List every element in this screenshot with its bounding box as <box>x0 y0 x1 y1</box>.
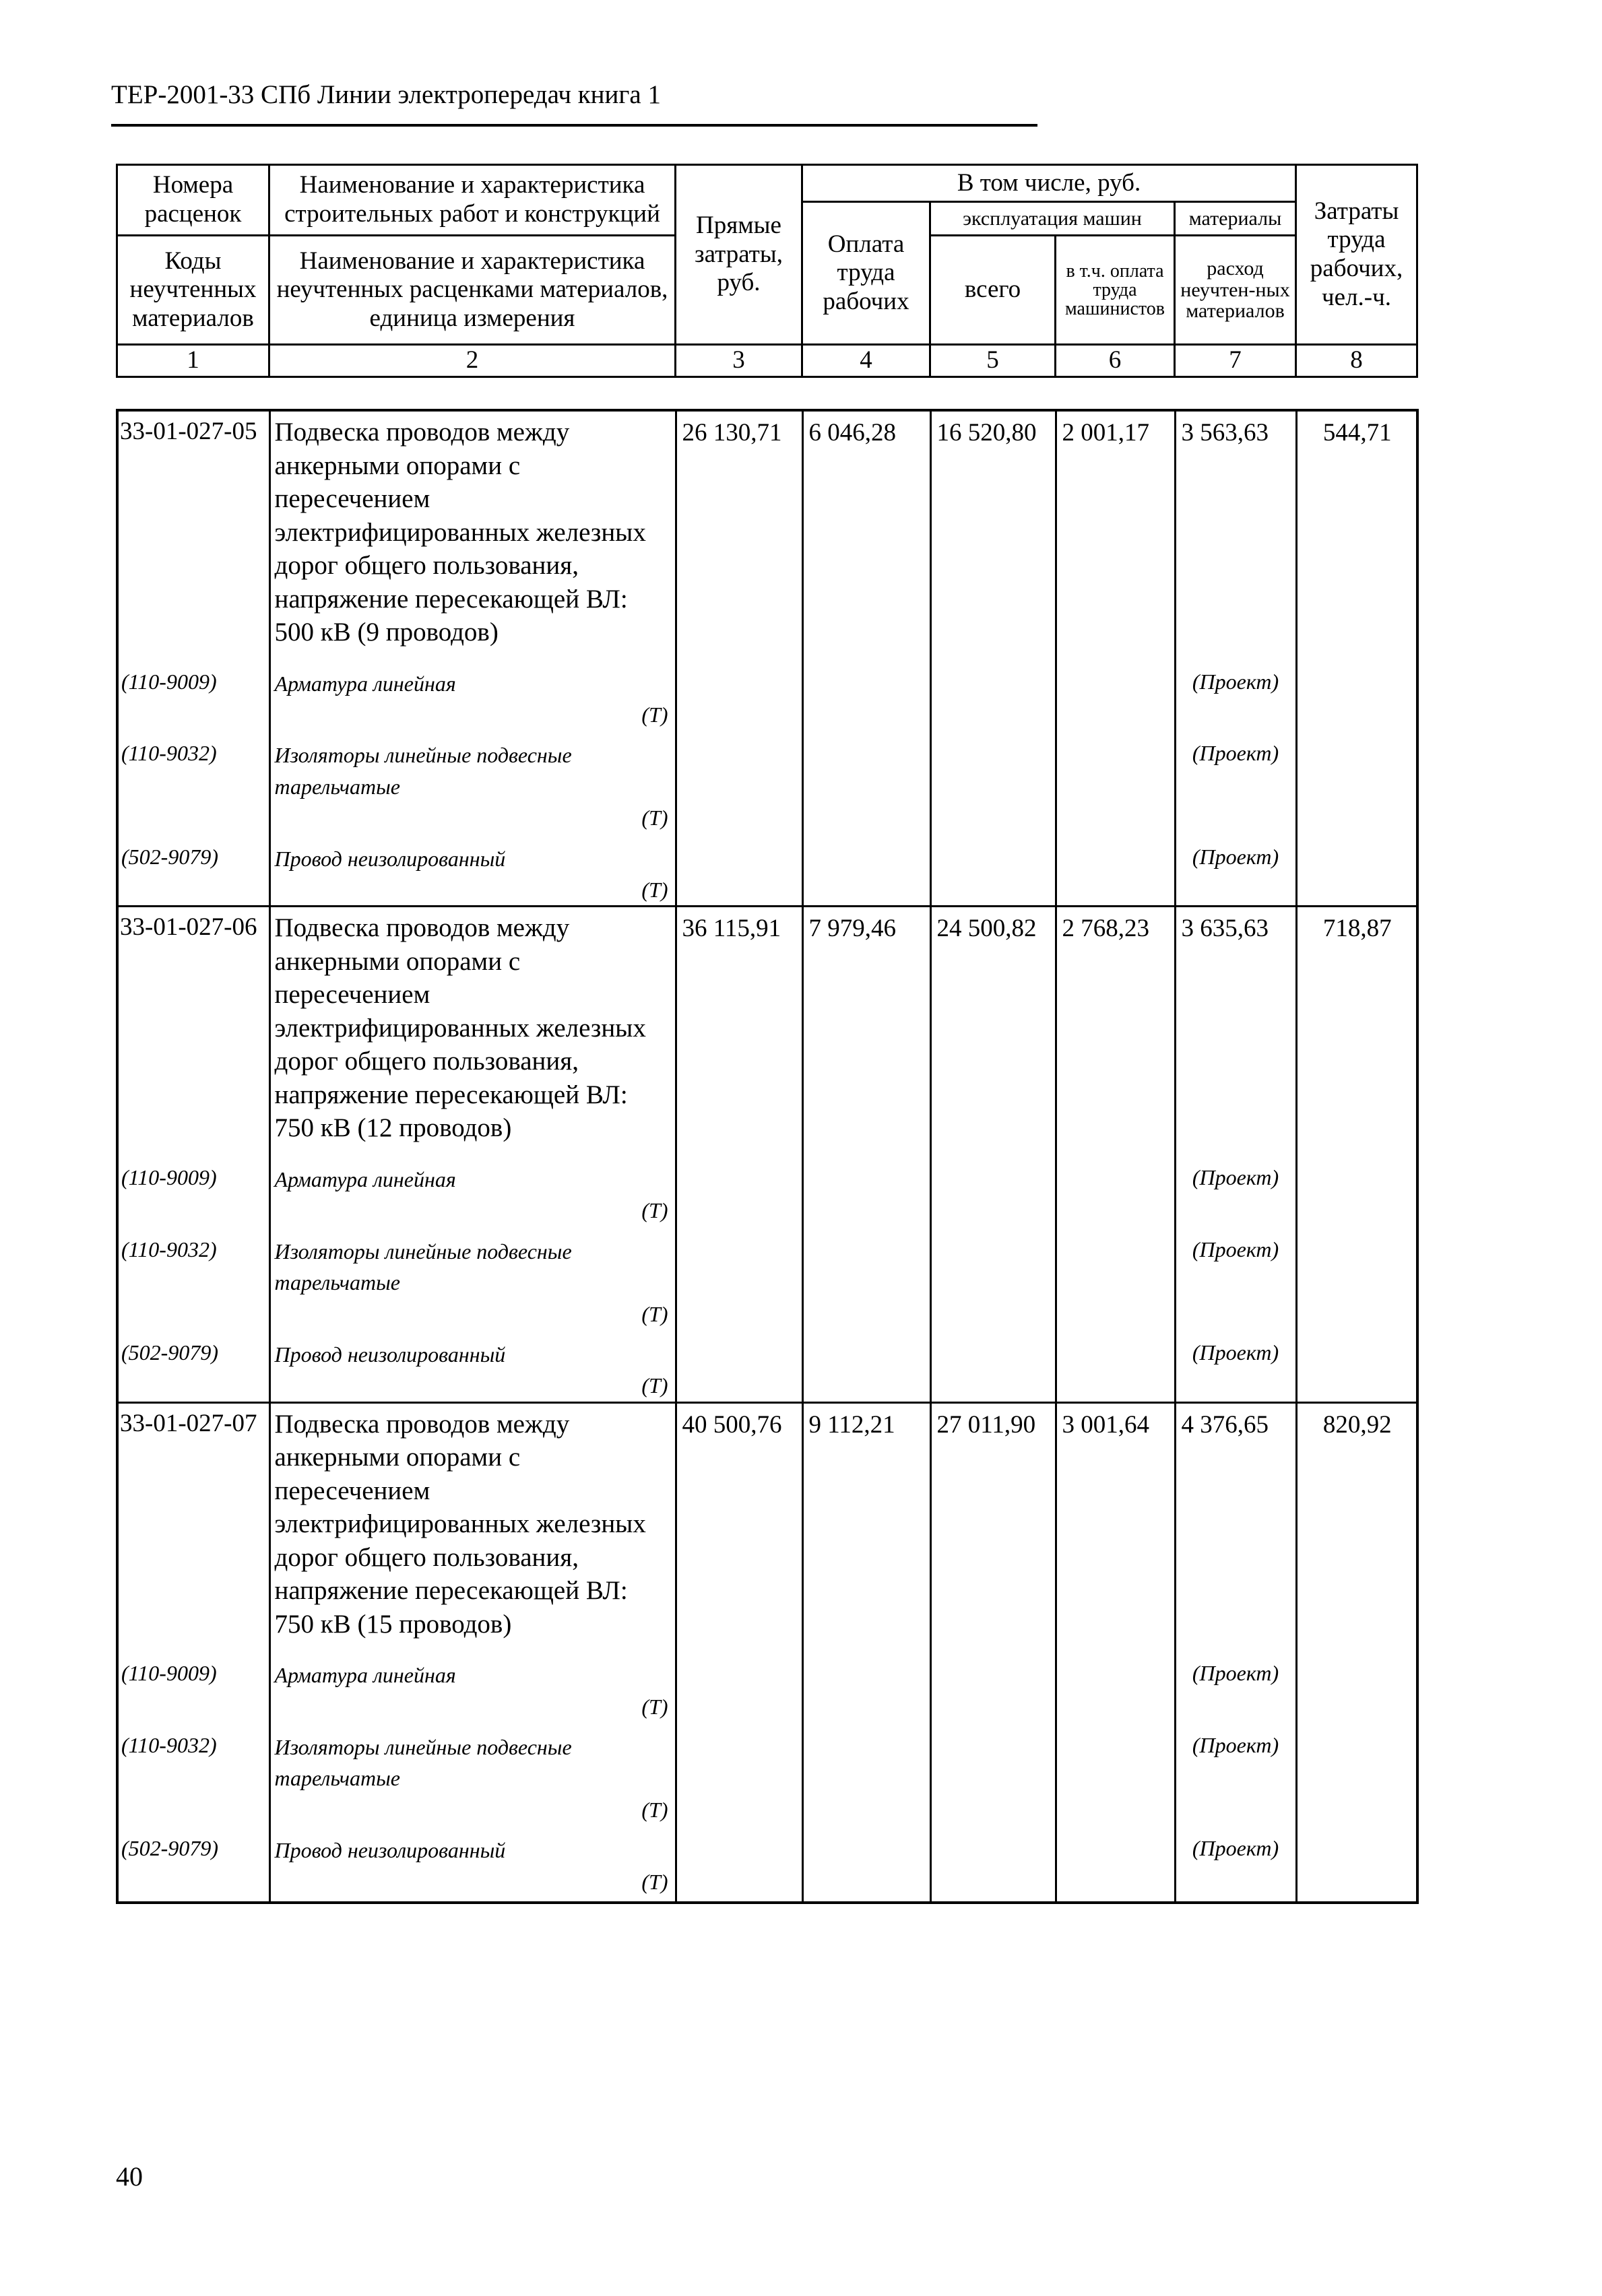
header-work-name: Наименование и характеристика строительных работ и конструкций <box>269 165 676 236</box>
header-materials: материалы <box>1175 202 1296 236</box>
machinists-pay-value: 2 768,23 <box>1056 907 1175 1154</box>
material-name: Изоляторы линейные подвесные тарельчатые <box>274 743 572 799</box>
title-rule <box>111 124 1037 127</box>
header-number: 7 <box>1175 345 1296 377</box>
header-rate-numbers: Номера расценок <box>117 165 269 236</box>
machines-total-value: 24 500,82 <box>930 907 1056 1154</box>
rate-code: 33-01-027-06 <box>117 907 269 1154</box>
header-number: 6 <box>1056 345 1175 377</box>
page-title: ТЕР-2001-33 СПб Линии электропередач книга 1 <box>111 80 661 109</box>
header-labor-hours: Затраты труда рабочих, чел.-ч. <box>1296 165 1417 345</box>
machines-total-value: 16 520,80 <box>930 410 1056 659</box>
rate-code: 33-01-027-07 <box>117 1402 269 1650</box>
material-unit: (Т) <box>641 877 668 902</box>
labor-hours-value: 820,92 <box>1296 1402 1417 1650</box>
material-name: Арматура линейная <box>274 1663 456 1688</box>
material-quantity: (Проект) <box>1175 1330 1296 1402</box>
material-quantity: (Проект) <box>1175 1226 1296 1330</box>
material-name: Провод неизолированный <box>274 1838 506 1863</box>
material-quantity: (Проект) <box>1175 1650 1296 1722</box>
header-direct-costs: Прямые затраты, руб. <box>676 165 802 345</box>
material-name: Провод неизолированный <box>274 1342 506 1367</box>
material-quantity: (Проект) <box>1175 1722 1296 1825</box>
material-name: Изоляторы линейные подвесные тарельчатые <box>274 1735 572 1791</box>
header-machines-total: всего <box>930 236 1056 345</box>
material-unit: (Т) <box>641 1198 668 1223</box>
material-name: Провод неизолированный <box>274 846 506 871</box>
material-name: Арматура линейная <box>274 1167 456 1191</box>
material-quantity: (Проект) <box>1175 1154 1296 1226</box>
machinists-pay-value: 2 001,17 <box>1056 410 1175 659</box>
rate-code: 33-01-027-05 <box>117 410 269 659</box>
header-unaccounted-materials: расход неучтен-ных материалов <box>1175 236 1296 345</box>
table-row <box>117 410 1417 659</box>
header-material-names: Наименование и характеристика неучтенных расценками материалов, единица измерения <box>269 236 676 345</box>
material-code: (110-9009) <box>117 1650 269 1722</box>
table-row <box>117 907 1417 1154</box>
materials-value: 4 376,65 <box>1175 1402 1296 1650</box>
material-code: (502-9079) <box>117 1330 269 1402</box>
work-description: Подвеска проводов между анкерными опорами с пересечением электрифицированных железных дорог общего пользования, напряжение пересекающей ВЛ: 750 кВ (15 проводов) <box>269 1402 676 1650</box>
labor-hours-value: 544,71 <box>1296 410 1417 659</box>
work-description: Подвеска проводов между анкерными опорами с пересечением электрифицированных железных дорог общего пользования, напряжение пересекающей ВЛ: 750 кВ (12 проводов) <box>269 907 676 1154</box>
material-unit: (Т) <box>641 1373 668 1398</box>
header-number: 4 <box>802 345 930 377</box>
material-code: (502-9079) <box>117 834 269 907</box>
work-description: Подвеска проводов между анкерными опорами с пересечением электрифицированных железных дорог общего пользования, напряжение пересекающей ВЛ: 500 кВ (9 проводов) <box>269 410 676 659</box>
header-number: 8 <box>1296 345 1417 377</box>
material-name: Арматура линейная <box>274 671 456 696</box>
materials-value: 3 635,63 <box>1175 907 1296 1154</box>
header-material-codes: Коды неучтенных материалов <box>117 236 269 345</box>
header-number: 3 <box>676 345 802 377</box>
material-row <box>117 1825 1417 1903</box>
material-code: (502-9079) <box>117 1825 269 1903</box>
header-machinists-pay: в т.ч. оплата труда машинистов <box>1056 236 1175 345</box>
material-code: (110-9032) <box>117 1722 269 1825</box>
labor-pay-value: 7 979,46 <box>802 907 930 1154</box>
rates-table <box>116 409 1419 1904</box>
direct-costs-value: 36 115,91 <box>676 907 802 1154</box>
labor-pay-value: 6 046,28 <box>802 410 930 659</box>
materials-value: 3 563,63 <box>1175 410 1296 659</box>
material-unit: (Т) <box>641 806 668 830</box>
material-code: (110-9009) <box>117 1154 269 1226</box>
machines-total-value: 27 011,90 <box>930 1402 1056 1650</box>
header-labor-pay: Оплата труда рабочих <box>802 202 930 345</box>
direct-costs-value: 40 500,76 <box>676 1402 802 1650</box>
page-number: 40 <box>116 2161 143 2192</box>
table-header <box>116 164 1418 378</box>
material-unit: (Т) <box>641 1694 668 1719</box>
material-name: Изоляторы линейные подвесные тарельчатые <box>274 1239 572 1295</box>
material-row <box>117 730 1417 833</box>
material-code: (110-9009) <box>117 659 269 731</box>
material-quantity: (Проект) <box>1175 730 1296 833</box>
labor-pay-value: 9 112,21 <box>802 1402 930 1650</box>
material-row <box>117 1330 1417 1402</box>
header-number: 5 <box>930 345 1056 377</box>
material-quantity: (Проект) <box>1175 834 1296 907</box>
header-group-including: В том числе, руб. <box>802 165 1296 202</box>
material-quantity: (Проект) <box>1175 659 1296 731</box>
material-code: (110-9032) <box>117 730 269 833</box>
material-row <box>117 1722 1417 1825</box>
labor-hours-value: 718,87 <box>1296 907 1417 1154</box>
material-row <box>117 834 1417 907</box>
material-unit: (Т) <box>641 1797 668 1822</box>
material-code: (110-9032) <box>117 1226 269 1330</box>
header-number: 2 <box>269 345 676 377</box>
header-machines: эксплуатация машин <box>930 202 1175 236</box>
material-unit: (Т) <box>641 1869 668 1894</box>
material-row <box>117 1650 1417 1722</box>
material-unit: (Т) <box>641 702 668 727</box>
material-row <box>117 1226 1417 1330</box>
machinists-pay-value: 3 001,64 <box>1056 1402 1175 1650</box>
material-unit: (Т) <box>641 1301 668 1326</box>
direct-costs-value: 26 130,71 <box>676 410 802 659</box>
header-number: 1 <box>117 345 269 377</box>
table-row <box>117 1402 1417 1650</box>
material-row <box>117 1154 1417 1226</box>
material-row <box>117 659 1417 731</box>
material-quantity: (Проект) <box>1175 1825 1296 1903</box>
